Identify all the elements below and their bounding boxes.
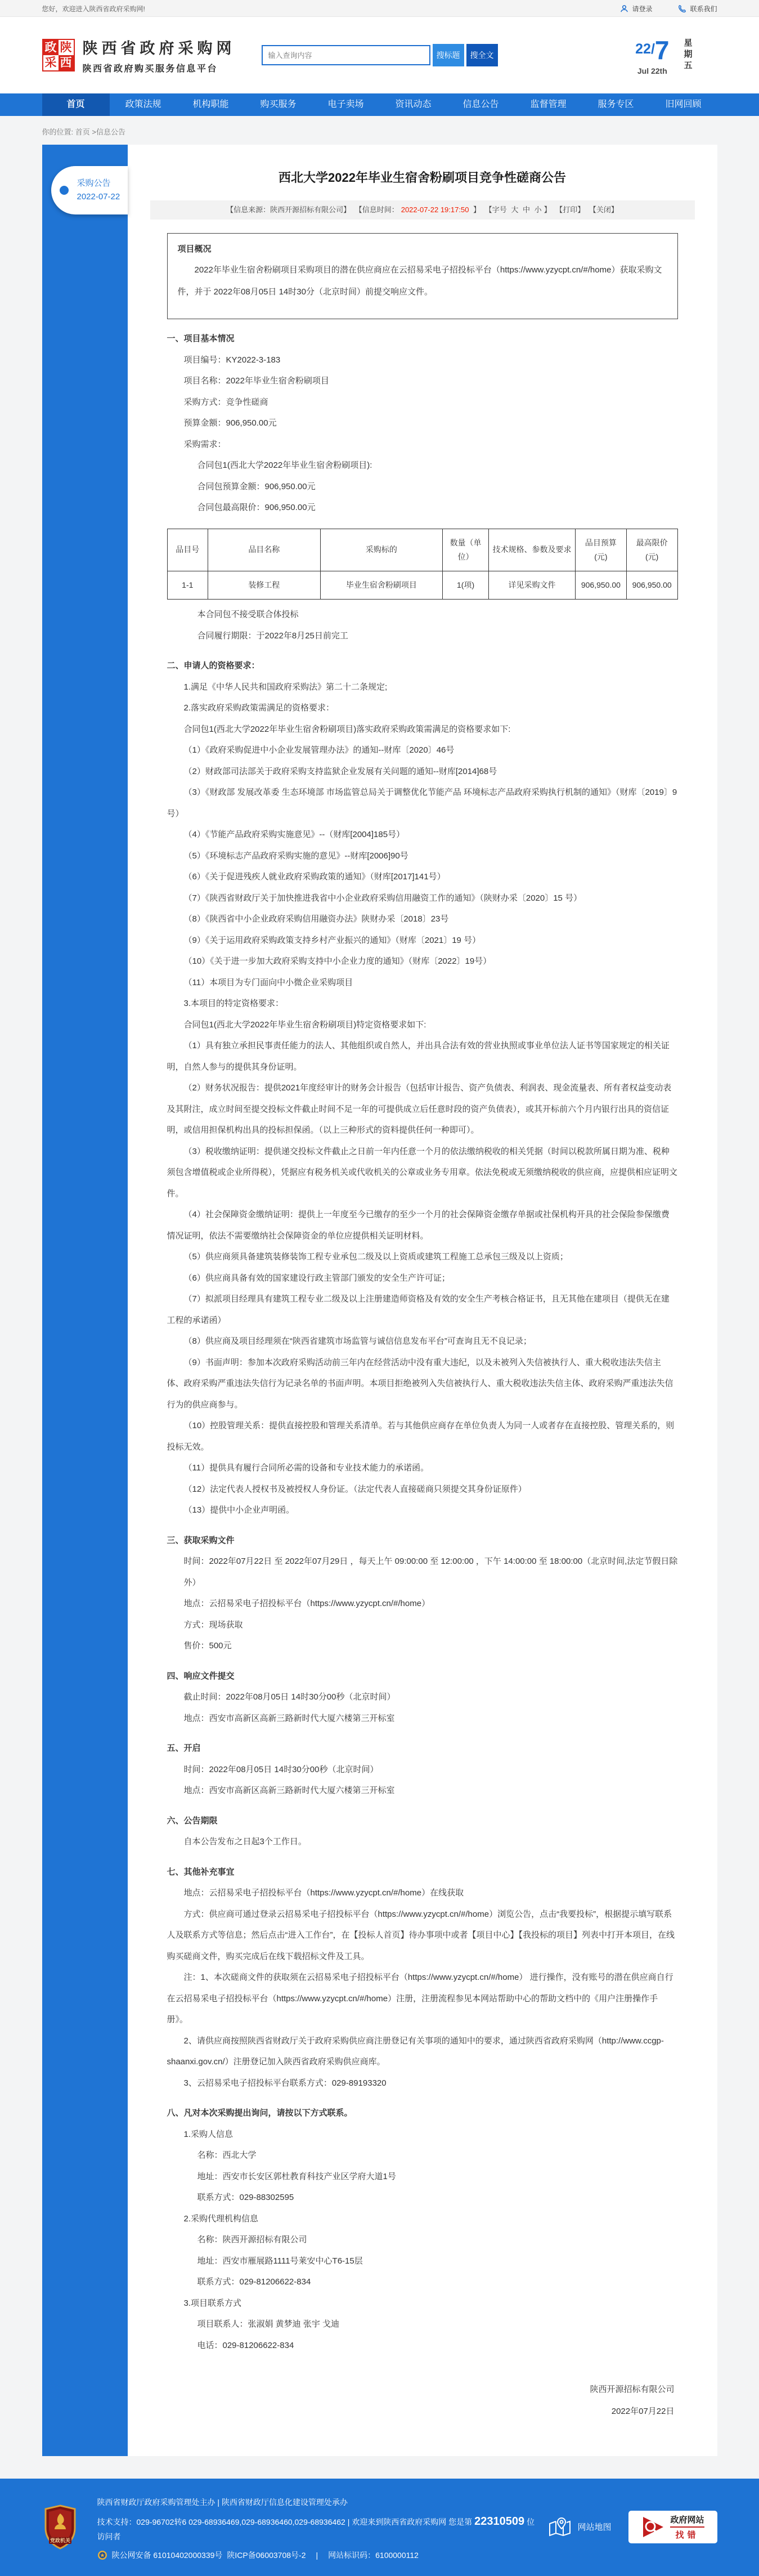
- signature-org: 陕西开源招标有限公司: [590, 2385, 675, 2395]
- content-line: 3.本项目的特定资格要求：: [183, 999, 284, 1009]
- table-header-cell: 品目号: [167, 529, 208, 571]
- fontsize-small-link[interactable]: 小: [534, 205, 542, 214]
- table-header-cell: 最高限价(元): [626, 529, 677, 571]
- content-line: （11）本项目为专门面向中小微企业采购项目: [183, 977, 353, 987]
- site-subtitle: 陕西省政府购买服务信息平台: [82, 64, 218, 74]
- breadcrumb-label: 你的位置:: [42, 128, 74, 136]
- content-line: 1.采购人信息: [183, 2129, 233, 2139]
- date-block: [635, 35, 717, 75]
- cell-purchase-target: 毕业生宿舍粉刷项目: [320, 571, 443, 599]
- contact-link[interactable]: 联系我们: [678, 4, 717, 14]
- content-line: 地址：西安市雁展路1111号莱安中心T6-15层: [197, 2256, 363, 2266]
- weekday-text: 星期五: [682, 38, 693, 72]
- content-line: 1.满足《中华人民共和国政府采购法》第二十二条规定;: [183, 682, 388, 692]
- cell-price-cap: 906,950.00: [626, 571, 677, 599]
- overview-title: 项目概况: [177, 244, 212, 254]
- content-line: （2）财政部司法部关于政府采购支持监狱企业发展有关问题的通知--财库[2014]68号: [183, 766, 497, 776]
- table-header-cell: 品目名称: [208, 529, 321, 571]
- svg-text:党政机关: 党政机关: [50, 2537, 70, 2543]
- content-line: 八、凡对本次采购提出询问，请按以下方式联系。: [167, 2108, 353, 2118]
- content-line: 2.采购代理机构信息: [183, 2213, 259, 2224]
- content-line: 三、获取采购文件: [167, 1535, 235, 1545]
- content-line: （1）具有独立承担民事责任能力的法人、其他组织或自然人，并出具合法有效的营业执照或事业单位法人证书等国家规定的相关证明，自然人参与的提供其身份证明。: [167, 1041, 670, 1072]
- overview-text: 2022年毕业生宿舍粉刷项目采购项目的潜在供应商应在云招易采电子招投标平台（https://www.yzycpt.cn/#/home）获取采购文件，并于 2022年08月05日 14时30分（北京时间）前提交响应文件。: [177, 265, 662, 297]
- table-row: [167, 571, 677, 599]
- cell-quantity: 1(项): [443, 571, 489, 599]
- bullet-dot-icon: [60, 186, 69, 195]
- police-badge-icon: [97, 2550, 107, 2560]
- sidebar-tag-date: 2022-07-22: [77, 192, 120, 202]
- sidebar-tag-title: 采购公告: [77, 178, 111, 188]
- article-panel: [128, 145, 717, 2456]
- nav-item[interactable]: 机构职能: [192, 100, 229, 109]
- footer-tech-support-line: 技术支持：029-96702转6 029-68936469,029-68936460,029-68936462 | 欢迎来到陕西省政府采购网 您是第 22310509 位访问者: [97, 2515, 535, 2542]
- content-line: 联系方式：029-88302595: [197, 2193, 294, 2203]
- content-line: （9）书面声明：参加本次政府采购活动前三年内在经营活动中没有重大违纪，以及未被列入失信被执行人、重大税收违法失信主体、政府采购严重违法失信行为记录名单的书面声明。本项目拒绝被列入失信被执行人、重大税收违法失信主体、政府采购严重违法失信行为的供应商参与。: [167, 1357, 673, 1410]
- content-line: （4）《节能产品政府采购实施意见》--（财库[2004]185号）: [183, 830, 405, 840]
- content-line: （9）《关于运用政府采购政策支持乡村产业振兴的通知》（财库〔2021〕19 号）: [183, 935, 481, 945]
- content-line: 时间：2022年08月05日 14时30分00秒（北京时间）: [183, 1764, 379, 1774]
- cell-item-no: 1-1: [167, 571, 208, 599]
- content-area: [42, 145, 717, 2456]
- map-icon: [548, 2517, 572, 2537]
- content-line: 地点：西安市高新区高新三路新时代大厦六楼第三开标室: [183, 1713, 395, 1723]
- error-report-logo-icon: [641, 2515, 666, 2539]
- beian-number-link[interactable]: 陕公网安备 61010402000339号: [111, 2550, 223, 2560]
- content-line: 自本公告发布之日起3个工作日。: [183, 1837, 307, 1847]
- gov-shield-badge-icon: [42, 2505, 78, 2550]
- content-line: 地点：云招易采电子招投标平台（https://www.yzycpt.cn/#/home）在线获取: [183, 1888, 464, 1898]
- content-line: 联系方式：029-81206622-834: [197, 2277, 311, 2287]
- content-line: 项目名称：2022年毕业生宿舍粉刷项目: [183, 376, 329, 386]
- table-header-cell: 采购标的: [320, 529, 443, 571]
- meta-fontsize-label: 【字号: [484, 205, 507, 214]
- content-line: 项目编号：KY2022-3-183: [183, 355, 281, 365]
- content-line: （8）供应商及项目经理须在“陕西省建筑市场监管与诚信信息发布平台”可查询且无不良记录；: [183, 1336, 532, 1347]
- content-line: 3.项目联系方式: [183, 2298, 242, 2308]
- content-line: 合同包1(西北大学2022年毕业生宿舍粉刷项目)特定资格要求如下:: [183, 1019, 426, 1030]
- content-line: （7）《陕西省财政厅关于加快推进我省中小企业政府采购信用融资工作的通知》（陕财办采〔2020〕15 号）: [183, 893, 582, 903]
- sitemap-link[interactable]: 网站地图: [548, 2517, 611, 2537]
- nav-item[interactable]: 首页: [42, 93, 110, 116]
- content-line: （5）《环境标志产品政府采购实施的意见》--财库[2006]90号: [183, 851, 408, 861]
- breadcrumb: [0, 116, 759, 145]
- content-line: 采购方式：竞争性磋商: [183, 397, 268, 407]
- content-line: 项目联系人：张淑娟 黄梦迪 张宇 戈迪: [197, 2319, 340, 2329]
- date-english: Jul 22th: [637, 66, 667, 75]
- error-report-badge[interactable]: [628, 2511, 717, 2543]
- content-line: （10）《关于进一步加大政府采购支持中小企业力度的通知》（财库〔2022〕19号）: [183, 956, 492, 967]
- error-badge-line1: 政府网站: [670, 2514, 704, 2528]
- user-icon: [620, 5, 628, 13]
- main-nav: [0, 93, 759, 116]
- content-line: 方式：供应商可通过登录云招易采电子招投标平台（https://www.yzycpt.cn/#/home）浏览公告，点击“我要投标”，根据提示填写联系人及联系方式等信息；然后点击“进入工作台”，在【投标人首页】待办事项中或者【项目中心】【我投标的项目】列表中打开本项目，在线购买磋商文件，购买完成后在线下载招标文件及工具。: [167, 1909, 675, 1961]
- content-line: （10）控股管理关系：提供直接控股和管理关系清单。若与其他供应商存在单位负责人为同一人或者存在直接控股、管理关系的，则投标无效。: [167, 1421, 675, 1452]
- cell-item-name: 装修工程: [208, 571, 321, 599]
- content-line: 六、公告期限: [167, 1815, 218, 1826]
- content-line: （3）《财政部 发展改革委 生态环境部 市场监管总局关于调整优化节能产品 环境标志产品政府采购执行机制的通知》（财库〔2019〕9号）: [167, 788, 677, 819]
- print-link[interactable]: 【打印】: [555, 205, 585, 214]
- table-header-cell: 数量（单位）: [443, 529, 489, 571]
- footer-organizer-line: 陕西省财政厅政府采购管理处主办 | 陕西省财政厅信息化建设管理处承办: [97, 2498, 348, 2507]
- table-header-cell: 品目预算(元): [576, 529, 627, 571]
- content-line: 一、项目基本情况: [167, 334, 235, 343]
- project-overview-box: [167, 233, 678, 319]
- content-line: 七、其他补充事宜: [167, 1867, 235, 1877]
- content-line: 地点：西安市高新区高新三路新时代大厦六楼第三开标室: [183, 1786, 395, 1796]
- phone-icon: [678, 5, 686, 13]
- left-sidebar: [42, 145, 128, 2456]
- content-line: 名称：陕西开源招标有限公司: [197, 2235, 307, 2245]
- content-line: 地址：西安市长安区郭杜教育科技产业区学府大道1号: [197, 2171, 396, 2181]
- items-table: [167, 529, 678, 600]
- content-line: （12）法定代表人授权书及被授权人身份证。（法定代表人直接磋商只须提交其身份证原件）: [183, 1484, 527, 1494]
- fontsize-large-link[interactable]: 大: [511, 205, 519, 214]
- breadcrumb-current-link[interactable]: 信息公告: [96, 128, 125, 136]
- search-bar: [262, 44, 498, 66]
- top-bar: [0, 0, 759, 17]
- content-line: 合同履行期限：于2022年8月25日前完工: [197, 630, 348, 641]
- search-title-button[interactable]: 搜标题: [433, 44, 464, 66]
- fontsize-medium-link[interactable]: 中: [522, 205, 530, 214]
- content-line: （11）提供具有履行合同所必需的设备和专业技术能力的承诺函。: [183, 1463, 429, 1473]
- content-line: 二、申请人的资格要求：: [167, 661, 260, 671]
- content-line: （7）拟派项目经理具有建筑工程专业二级及以上注册建造师资格及有效的安全生产考核合格证书，且无其他在建项目（提供无在建工程的承诺函）: [167, 1294, 670, 1325]
- content-line: 方式：现场获取: [183, 1620, 243, 1630]
- visitor-count: 22310509: [474, 2515, 525, 2528]
- content-line: 名称：西北大学: [197, 2150, 257, 2161]
- content-line: 合同包1(西北大学2022年毕业生宿舍粉刷项目):: [197, 460, 372, 470]
- content-line: 合同包预算金额：906,950.00元: [197, 481, 316, 491]
- table-header-row: [167, 529, 677, 571]
- content-line: （2）财务状况报告：提供2021年度经审计的财务会计报告（包括审计报告、资产负债表、利润表、现金流量表、所有者权益变动表及其附注，成立时间至提交投标文件截止时间不足一年的可提供成立后任意时段的资产负债表），或其开标前六个月内银行出具的资信证明，或信用担保机构出具的投标担保函。（以上三种形式的资料提供任何一种即可）。: [167, 1083, 672, 1135]
- close-link[interactable]: 【关闭】: [589, 205, 618, 214]
- icp-number-link[interactable]: 陕ICP备06003708号-2: [227, 2550, 306, 2560]
- nav-item[interactable]: 信息公告: [462, 100, 499, 109]
- content-line: 2.落实政府采购政策需满足的资格要求：: [183, 703, 335, 713]
- meta-time-label: 【信息时间：: [354, 205, 399, 214]
- content-line: 电话：029-81206622-834: [197, 2340, 294, 2350]
- nav-item[interactable]: 旧网回顾: [665, 100, 702, 109]
- page-title: 西北大学2022年毕业生宿舍粉刷项目竞争性磋商公告: [279, 171, 566, 185]
- content-line: 3、云招易采电子招投标平台联系方式：029-89193320: [183, 2078, 387, 2088]
- content-line: 四、响应文件提交: [167, 1671, 235, 1681]
- content-blocks-a: [167, 328, 678, 518]
- site-code-text: 网站标识码：6100000112: [328, 2550, 419, 2560]
- article-meta-bar: 【信息来源：陕西开源招标有限公司】 【信息时间： 2022-07-22 19:17:50 】 【字号 大 中 小 】 【打印】 【关闭】: [150, 200, 695, 220]
- site-header: [0, 17, 759, 93]
- nav-item[interactable]: 监督管理: [530, 100, 567, 109]
- content-line: 时间：2022年07月22日 至 2022年07月29日 ，每天上午 09:00:00 至 12:00:00 ，下午 14:00:00 至 18:00:00（北京时间,法定节假日除外）: [183, 1557, 678, 1587]
- search-input[interactable]: [262, 45, 430, 65]
- content-line: 2、请供应商按照陕西省财政厅关于政府采购供应商注册登记有关事项的通知中的要求，通过陕西省政府采购网（http://www.ccgp-shaanxi.gov.cn/）注册登记加入陕西省政府采购供应商库。: [167, 2036, 664, 2067]
- error-badge-line2: 找错: [675, 2530, 699, 2540]
- sidebar-tag-purchase-notice[interactable]: [51, 166, 128, 214]
- site-logo: 政 陕 采 西: [42, 39, 75, 71]
- content-line: 合同包1(西北大学2022年毕业生宿舍粉刷项目)落实政府采购政策需满足的资格要求如下:: [183, 724, 511, 734]
- signature-block: [167, 2378, 678, 2422]
- meta-time-value: 2022-07-22 19:17:50: [401, 205, 469, 214]
- date-daymonth: 22/: [635, 41, 655, 57]
- login-link[interactable]: 请登录: [620, 4, 652, 14]
- welcome-text: 您好，欢迎进入陕西省政府采购网!: [42, 5, 145, 13]
- content-line: （8）《陕西省中小企业政府采购信用融资办法》陕财办采〔2018〕23号: [183, 914, 449, 924]
- content-line: （6）供应商具备有效的国家建设行政主管部门颁发的安全生产许可证；: [183, 1273, 450, 1283]
- content-line: 本合同包不接受联合体投标: [197, 610, 299, 620]
- nav-item[interactable]: 服务专区: [598, 100, 634, 109]
- content-line: 预算金额：906,950.00元: [183, 418, 277, 428]
- content-blocks-b: [167, 604, 678, 2356]
- meta-source: 【信息来源：陕西开源招标有限公司】: [226, 205, 351, 214]
- site-footer: [0, 2479, 759, 2576]
- signature-date: 2022年07月22日: [611, 2407, 675, 2417]
- content-line: 地点：云招易采电子招投标平台（https://www.yzycpt.cn/#/home）: [183, 1599, 430, 1609]
- content-line: （13）提供中小企业声明函。: [183, 1505, 295, 1515]
- footer-registration-line: 陕公网安备 61010402000339号 陕ICP备06003708号-2 | 网站标识码：6100000112: [97, 2549, 536, 2561]
- cell-budget: 906,950.00: [576, 571, 627, 599]
- cell-spec: 详见采购文件: [488, 571, 575, 599]
- content-line: 售价：500元: [183, 1641, 232, 1651]
- search-fulltext-button[interactable]: 搜全文: [466, 44, 498, 66]
- content-line: 合同包最高限价：906,950.00元: [197, 503, 316, 512]
- table-header-cell: 技术规格、参数及要求: [488, 529, 575, 571]
- content-line: 采购需求：: [183, 439, 226, 449]
- content-line: （5）供应商须具备建筑装修装饰工程专业承包二级及以上资质或建筑工程施工总承包三级及以上资质；: [183, 1252, 568, 1262]
- nav-item[interactable]: 政策法规: [125, 100, 161, 109]
- content-line: （4）社会保障资金缴纳证明：提供上一年度至今已缴存的至少一个月的社会保障资金缴存单据或社保机构开具的社会保险参保缴费情况证明，依法不需要缴纳社会保障资金的单位应提供相关证明材料。: [167, 1210, 670, 1241]
- content-line: 五、开启: [167, 1743, 201, 1754]
- nav-item[interactable]: 资讯动态: [395, 100, 432, 109]
- content-line: 截止时间：2022年08月05日 14时30分00秒（北京时间）: [183, 1692, 396, 1702]
- date-month-number: 7: [654, 35, 670, 65]
- content-line: （3）税收缴纳证明：提供递交投标文件截止之日前一年内任意一个月的依法缴纳税收的相关凭据（时间以税款所属日期为准、税种须包含增值税或企业所得税），凭据应有税务机关或代收机关的公章或业务专用章。依法免税或无须缴纳税收的供应商，应提供相应证明文件。: [167, 1146, 678, 1198]
- content-line: （1）《政府采购促进中小企业发展管理办法》的通知--财库〔2020〕46号: [183, 745, 455, 755]
- breadcrumb-home-link[interactable]: 首页: [75, 128, 90, 136]
- nav-item[interactable]: 购买服务: [260, 100, 297, 109]
- site-name: 陕西省政府采购网: [82, 40, 236, 57]
- brand-block: [83, 36, 236, 74]
- content-line: 注：1、本次磋商文件的获取须在云招易采电子招投标平台（https://www.yzycpt.cn/#/home） 进行操作，没有账号的潜在供应商自行在云招易采电子招投标平台（https://www.yzycpt.cn/#/home）注册，注册流程参见本网站帮助中心的帮助文档中的《用户注册操作手册》。: [167, 1973, 673, 2025]
- content-line: （6）《关于促进残疾人就业政府采购政策的通知》（财库[2017]141号）: [183, 872, 446, 882]
- nav-item[interactable]: 电子卖场: [327, 100, 364, 109]
- breadcrumb-separator: >: [92, 128, 96, 136]
